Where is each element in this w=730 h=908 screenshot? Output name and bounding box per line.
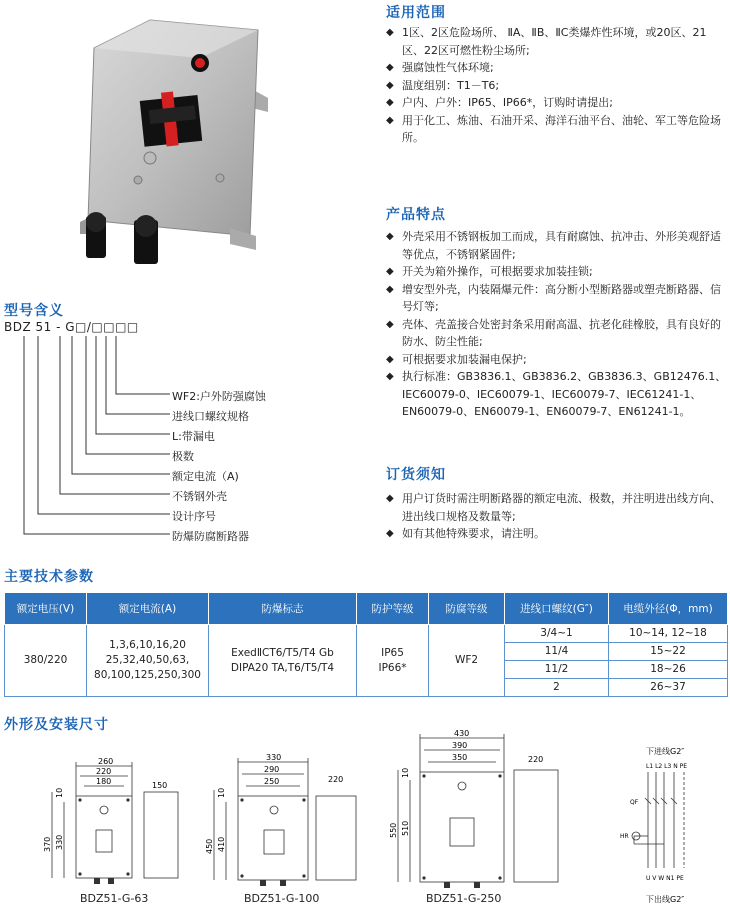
model-label-housing: 不锈钢外壳 xyxy=(172,490,227,503)
dimension-drawing-250 xyxy=(388,726,588,892)
d1-w1: 220 xyxy=(96,767,112,776)
d3-h0: 550 xyxy=(389,822,398,838)
d1-w0: 260 xyxy=(98,757,114,766)
model-label-type: 防爆防腐断路器 xyxy=(172,530,249,543)
cell-cable: 18~26 xyxy=(609,661,728,679)
d1-caption: BDZ51-G-63 xyxy=(80,892,149,905)
features-title: 产品特点 xyxy=(386,207,446,223)
cell-current: 1,3,6,10,16,20 25,32,40,50,63, 80,100,125,250,300 xyxy=(87,625,209,697)
wiring-diagram xyxy=(618,744,726,906)
dimensions-title: 外形及安装尺寸 xyxy=(4,717,109,733)
d2-caption: BDZ51-G-100 xyxy=(244,892,320,905)
cell-cable: 10~14, 12~18 xyxy=(609,625,728,643)
dimension-drawing-63 xyxy=(40,752,190,892)
model-code-lines xyxy=(0,334,180,544)
list-item: ◆ 增安型外壳，内装隔爆元件：高分断小型断路器或塑壳断路器、信号灯等; xyxy=(386,281,728,316)
product-photo xyxy=(80,8,280,278)
d3-w1: 390 xyxy=(452,741,468,750)
cell-cable: 15~22 xyxy=(609,643,728,661)
d3-h1: 510 xyxy=(401,820,410,836)
scope-list xyxy=(386,24,726,147)
ordering-list xyxy=(386,490,728,543)
scope-title: 适用范围 xyxy=(386,5,446,21)
d3-side: 220 xyxy=(528,755,544,764)
wiring-top-labels: L1 L2 L3 N PE xyxy=(646,763,688,770)
cell-thread: 2 xyxy=(505,679,609,697)
d2-w1: 290 xyxy=(264,765,280,774)
d2-w2: 250 xyxy=(264,777,280,786)
list-item: ◆ 户内、户外：IP65、IP66*，订购时请提出; xyxy=(386,94,726,112)
d2-top: 10 xyxy=(217,787,226,798)
d1-side: 150 xyxy=(152,781,168,790)
wiring-out-label: 下出线G2″ xyxy=(646,895,685,904)
th-current: 额定电流(A) xyxy=(87,593,209,625)
wiring-hr: HR xyxy=(620,833,629,840)
d1-top: 10 xyxy=(55,787,64,798)
list-item: ◆ 温度组别：T1－T6; xyxy=(386,77,726,95)
d2-w0: 330 xyxy=(266,753,282,762)
features-list xyxy=(386,228,728,421)
list-item: ◆ 执行标准：GB3836.1、GB3836.2、GB3836.3、GB12476.1、IEC60079-0、IEC60079-1、IEC60079-7、IEC61241-1、EN60079-0、EN60079-1、EN60079-7、EN61241-1。 xyxy=(386,368,728,421)
cell-cable: 26~37 xyxy=(609,679,728,697)
th-voltage: 额定电压(V) xyxy=(5,593,87,625)
wiring-bottom-labels: U V W N1 PE xyxy=(646,875,684,882)
list-item: ◆ 可根据要求加装漏电保护; xyxy=(386,351,728,369)
model-label-wf2: WF2:户外防强腐蚀 xyxy=(172,390,266,403)
cell-ip: IP65 IP66* xyxy=(357,625,429,697)
table-row xyxy=(5,625,728,643)
th-thread: 进线口螺纹(G″) xyxy=(505,593,609,625)
list-item: ◆ 强腐蚀性气体环境; xyxy=(386,59,726,77)
d3-top: 10 xyxy=(401,767,410,778)
list-item: ◆ 用户订货时需注明断路器的额定电流、极数，并注明进出线方向、进出线口规格及数量等; xyxy=(386,490,728,525)
d1-h0: 370 xyxy=(43,836,52,852)
specs-title: 主要技术参数 xyxy=(4,569,94,585)
list-item: ◆ 开关为箱外操作，可根据要求加装挂锁; xyxy=(386,263,728,281)
list-item: ◆ 用于化工、炼油、石油开采、海洋石油平台、油轮、军工等危险场所。 xyxy=(386,112,726,147)
th-ex: 防爆标志 xyxy=(209,593,357,625)
cell-ex: ExedⅡCT6/T5/T4 Gb DIPA20 TA,T6/T5/T4 xyxy=(209,625,357,697)
cell-thread: 11/4 xyxy=(505,643,609,661)
model-code: BDZ 51 - G□/□□□□ xyxy=(4,320,139,334)
th-anticorrosion: 防腐等级 xyxy=(429,593,505,625)
th-cable: 电缆外径(Φ，mm) xyxy=(609,593,728,625)
cell-anticorrosion: WF2 xyxy=(429,625,505,697)
list-item: ◆ 如有其他特殊要求，请注明。 xyxy=(386,525,728,543)
list-item: ◆ 外壳采用不锈钢板加工而成，具有耐腐蚀、抗冲击、外形美观舒适等优点，不锈钢紧固件; xyxy=(386,228,728,263)
cell-voltage: 380/220 xyxy=(5,625,87,697)
model-label-leakage: L:带漏电 xyxy=(172,430,215,443)
cell-thread: 11/2 xyxy=(505,661,609,679)
d1-h1: 330 xyxy=(55,834,64,850)
wiring-qf: QF xyxy=(630,799,639,806)
d2-h0: 450 xyxy=(205,838,214,854)
d3-caption: BDZ51-G-250 xyxy=(426,892,502,905)
model-label-thread: 进线口螺纹规格 xyxy=(172,410,249,423)
d1-w2: 180 xyxy=(96,777,112,786)
d2-h1: 410 xyxy=(217,836,226,852)
ordering-title: 订货须知 xyxy=(386,467,446,483)
list-item: ◆ 1区、2区危险场所、 ⅡA、ⅡB、ⅡC类爆炸性环境，或20区、21区、22区可燃性粉尘场所; xyxy=(386,24,726,59)
wiring-in-label: 下进线G2″ xyxy=(646,747,685,756)
d3-w0: 430 xyxy=(454,729,470,738)
cell-thread: 3/4~1 xyxy=(505,625,609,643)
d3-w2: 350 xyxy=(452,753,468,762)
th-ip: 防护等级 xyxy=(357,593,429,625)
model-meaning-title: 型号含义 xyxy=(4,303,64,319)
model-label-current: 额定电流（A) xyxy=(172,470,239,483)
dimension-drawing-100 xyxy=(204,750,374,892)
specs-table xyxy=(4,592,728,697)
model-label-poles: 极数 xyxy=(172,450,194,463)
d2-side: 220 xyxy=(328,775,344,784)
list-item: ◆ 壳体、壳盖接合处密封条采用耐高温、抗老化硅橡胶，具有良好的防水、防尘性能; xyxy=(386,316,728,351)
model-label-design: 设计序号 xyxy=(172,510,216,523)
